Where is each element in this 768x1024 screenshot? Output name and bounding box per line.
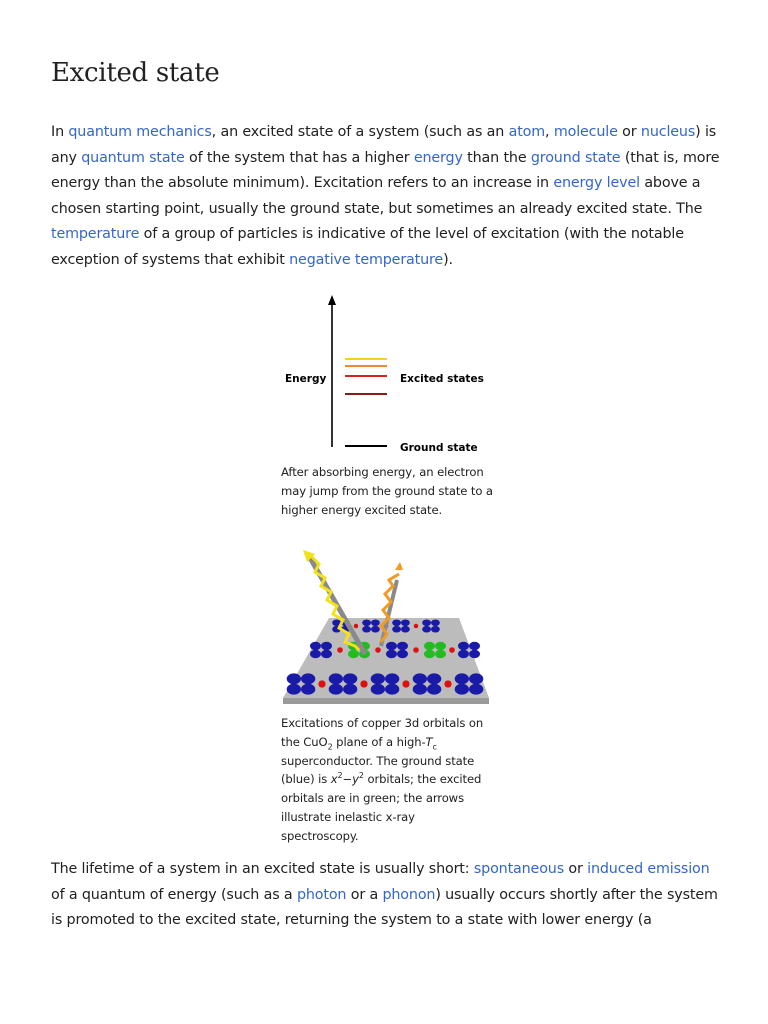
text: of a quantum of energy (such as a: [51, 886, 297, 903]
figure1-caption: After absorbing energy, an electron may jump from the ground state to a higher energy excited state.: [281, 465, 493, 517]
oxygen-atom: [354, 624, 358, 628]
orbital-lobe: [371, 626, 380, 633]
text: ).: [443, 251, 453, 268]
orbital-lobe: [424, 650, 435, 658]
text: Excitations of copper 3d orbitals on the CuO: [281, 716, 484, 749]
text: x: [330, 772, 338, 787]
orbital-lobe: [422, 626, 431, 633]
orbital-lobe: [371, 684, 385, 695]
text: plane of a high-: [332, 734, 426, 749]
text: In: [51, 124, 69, 140]
excited-states-label: Excited states: [400, 373, 484, 385]
orbital-lobe: [427, 684, 441, 695]
orbital-lobe: [329, 673, 343, 684]
link-energy-level[interactable]: energy level: [553, 175, 640, 191]
orbital-lobe: [329, 684, 343, 695]
superscript: 2: [358, 771, 364, 781]
orbital-lobe: [386, 650, 397, 658]
oxygen-atom: [413, 647, 419, 653]
orbital-lobe: [371, 619, 380, 626]
superscript: 2: [337, 771, 343, 781]
orbital-lobe: [343, 673, 357, 684]
orbital-lobe: [455, 684, 469, 695]
link-energy[interactable]: energy: [413, 149, 463, 166]
subscript: c: [432, 742, 437, 752]
orbital-lobe: [321, 650, 332, 658]
text: The lifetime of a system in an excited state is usually short:: [51, 861, 474, 877]
orbital-lobe: [362, 619, 371, 626]
text: above a chosen starting point, usually the ground state, but sometimes an already excited state. The: [51, 175, 703, 217]
link-temperature[interactable]: temperature: [51, 226, 140, 242]
orbital-lobe: [469, 684, 483, 695]
text: ) is any: [51, 124, 717, 166]
orbital-lobe: [301, 673, 315, 684]
text: ,: [545, 124, 554, 140]
cuo2-orbital-illustration[interactable]: [281, 546, 491, 711]
orbital-lobe: [392, 619, 401, 626]
oxygen-atom: [318, 680, 325, 687]
link-induced-emission[interactable]: induced emission: [587, 861, 710, 877]
orbital-lobe: [435, 642, 446, 650]
orbital-lobe: [287, 684, 301, 695]
figure2-caption: [281, 714, 493, 846]
text: (that is, more energy than the absolute minimum). Excitation refers to an increase in: [51, 149, 720, 191]
orbital-lobe: [424, 642, 435, 650]
orbital-lobe: [397, 642, 408, 650]
text: T: [425, 734, 433, 749]
oxygen-atom: [444, 680, 451, 687]
orbital-lobe: [401, 619, 410, 626]
text: than the: [462, 149, 531, 166]
link-quantum-state[interactable]: quantum state: [81, 149, 185, 166]
oxygen-atom: [414, 624, 418, 628]
text: superconductor. The ground state (blue) is: [281, 753, 475, 787]
text: −: [342, 772, 353, 787]
text: or: [617, 124, 641, 140]
text: or: [564, 861, 588, 877]
orbital-lobe: [469, 642, 480, 650]
orbital-lobe: [397, 650, 408, 658]
orbital-lobe: [431, 626, 440, 633]
orbital-lobe: [458, 650, 469, 658]
orbital-lobe: [287, 673, 301, 684]
oxygen-atom: [449, 647, 455, 653]
orbital-lobe: [431, 619, 440, 626]
orbital-lobe: [435, 650, 446, 658]
orbital-lobe: [362, 626, 371, 633]
link-ground-state[interactable]: ground state: [530, 149, 621, 166]
orbital-lobe: [413, 673, 427, 684]
orbital-lobe: [386, 642, 397, 650]
text: of the system that has a higher: [184, 149, 414, 166]
link-nucleus[interactable]: nucleus: [640, 124, 696, 140]
intro-paragraph: [51, 120, 723, 273]
orbital-lobe: [413, 684, 427, 695]
orbital-lobe: [321, 642, 332, 650]
ground-state-label: Ground state: [400, 442, 478, 454]
arrow-head-icon: [328, 295, 336, 305]
text: ) usually occurs shortly after the system is promoted to the excited state, returning the system to a state with lower energy (a: [51, 886, 718, 928]
text: , an excited state of a system (such as an: [211, 124, 509, 140]
text: orbitals; the excited orbitals are in green; the arrows illustrate inelastic x-ray spectroscopy.: [281, 772, 482, 843]
outgoing-arrow-icon: [395, 562, 403, 570]
orbital-lobe: [455, 673, 469, 684]
orbital-lobe: [310, 650, 321, 658]
orbital-lobe: [343, 684, 357, 695]
link-phonon[interactable]: phonon: [382, 886, 436, 903]
oxygen-atom: [402, 680, 409, 687]
energy-level-diagram[interactable]: [282, 295, 492, 455]
link-photon[interactable]: photon: [296, 886, 347, 903]
text: of a group of particles is indicative of the level of excitation (with the notable exception of systems that exhibit: [51, 226, 684, 268]
oxygen-atom: [360, 680, 367, 687]
plane-edge: [283, 698, 489, 704]
text: y: [352, 772, 359, 787]
orbital-lobe: [458, 642, 469, 650]
orbital-lobe: [310, 642, 321, 650]
link-quantum-mechanics[interactable]: quantum mechanics: [68, 124, 212, 140]
lifetime-paragraph: [51, 857, 723, 934]
orbital-lobe: [392, 626, 401, 633]
orbital-lobe: [401, 626, 410, 633]
energy-axis-label: Energy: [285, 373, 327, 385]
orbital-lobe: [469, 650, 480, 658]
subscript: 2: [327, 742, 333, 752]
link-negative-temperature[interactable]: negative temperature: [289, 251, 444, 268]
orbital-lobe: [422, 619, 431, 626]
oxygen-atom: [375, 647, 381, 653]
orbital-lobe: [348, 650, 359, 658]
page-title: Excited state: [51, 58, 220, 88]
orbital-lobe: [469, 673, 483, 684]
text: or a: [346, 886, 383, 903]
link-spontaneous[interactable]: spontaneous: [473, 861, 565, 877]
link-atom[interactable]: atom: [508, 124, 546, 140]
orbital-lobe: [385, 684, 399, 695]
oxygen-atom: [337, 647, 343, 653]
orbital-lobe: [385, 673, 399, 684]
orbital-lobe: [427, 673, 441, 684]
orbital-lobe: [301, 684, 315, 695]
orbital-lobe: [371, 673, 385, 684]
link-molecule[interactable]: molecule: [553, 124, 618, 140]
